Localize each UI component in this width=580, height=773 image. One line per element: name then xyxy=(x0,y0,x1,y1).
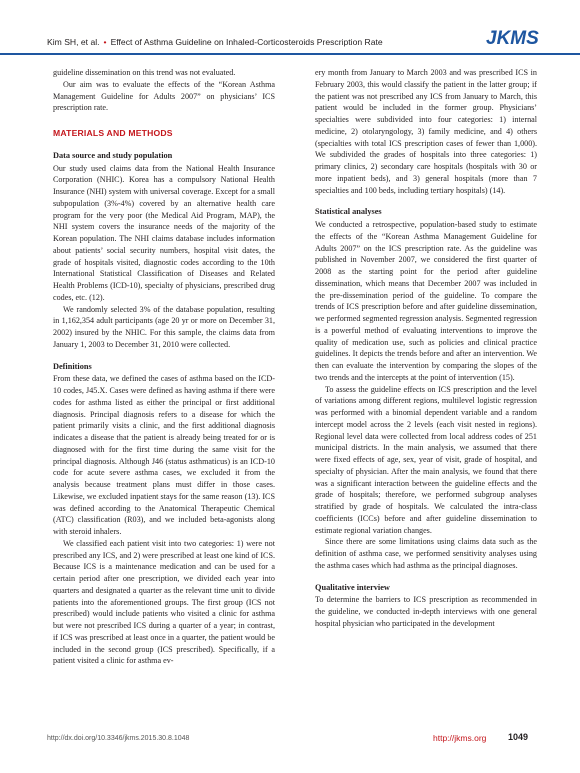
paragraph: We randomly selected 3% of the database population, resulting in 1,162,354 adult participants (age 20 yr or more on December 31, 2002) insured by the NHIC. For this sample, the claims data from January 1, 2003 to December 31, 2010 were collected. xyxy=(53,304,275,349)
doi-link[interactable]: http://dx.doi.org/10.3346/jkms.2015.30.8.1048 xyxy=(47,735,190,742)
page-number: 1049 xyxy=(508,732,529,742)
paragraph: To assess the guideline effects on ICS prescription and the level of variations among different regions, multilevel logistic regression was performed with a binomial dependent variable and a random intercept model across the 2 levels (each visit nested in regions). Regional level data were collected from local address codes of 251 municipal districts. In the main analysis, we assumed that there were fixed effects of age, sex, year of visit, grade of hospital, and specialty of physician. After the main analysis, we found that there was a significant interaction between the guideline effects and the grade of hospitals; therefore, we performed subgroup analyses stratified by grade of hospitals. We calculated the intra-class coefficients (ICCs) before and after guideline dissemination to estimate regional variation changes. xyxy=(315,384,537,535)
paragraph: ery month from January to March 2003 and was prescribed ICS in February 2003, this would classify the patient in the latter group; if the patient was not prescribed any ICS from January to March, this patient would be included in the former group. Physicians’ specialties were subdivided into four categories: 1) internal medicine, 2) otolaryngology, 3) family medicine, and 4) others (specialties with total ICS prescription cases of fewer than 1,000). We subdivided the grades of hospitals into three categories: 1) primary clinics, 2) secondary care hospitals (hospitals with 30 or more inpatient beds), and 3) general hospitals (more than 7 specialties and 100 beds, including tertiary hospitals) (14). xyxy=(315,68,537,195)
page-header xyxy=(0,0,580,58)
running-head-separator: • xyxy=(103,37,107,47)
subsection-heading: Statistical analyses xyxy=(315,207,382,217)
subsection-heading: Qualitative interview xyxy=(315,582,390,592)
right-column xyxy=(315,67,537,630)
running-head xyxy=(47,37,383,47)
running-head-authors: Kim SH, et al. xyxy=(47,37,100,47)
header-rule xyxy=(0,53,580,55)
paragraph: Our aim was to evaluate the effects of the “Korean Asthma Management Guideline for Adults 2007” on physicians’ ICS prescription rate. xyxy=(53,79,275,113)
paragraph: To determine the barriers to ICS prescription as recommended in the guideline, we conducted in-depth interviews with one general hospital physician who participated in the development xyxy=(315,595,537,628)
paragraph: guideline dissemination on this trend was not evaluated. xyxy=(53,68,236,77)
left-column xyxy=(53,67,275,667)
journal-url-link[interactable]: http://jkms.org xyxy=(433,733,487,743)
running-head-title: Effect of Asthma Guideline on Inhaled-Corticosteroids Prescription Rate xyxy=(110,37,383,47)
paragraph: We classified each patient visit into two categories: 1) were not prescribed any ICS, and 2) were prescribed at least one kind of ICS. Because ICS is a maintenance medication and can be used for a certain period after one prescription, we divided each year into quarters and designated a quarter as the relevant time unit to divide patients into the aforementioned groups. The first group (ICS not prescribed) would include patients who visited a clinic for asthma but were not prescribed ICS during a quarter of a year; in contrast, if ICS was prescribed at least once in a quarter, the patient would be included in the second group (ICS prescribed). Specifically, if a patient visited a clinic for asthma ev- xyxy=(53,538,275,666)
paragraph: Our study used claims data from the National Health Insurance Corporation (NHIC). Korea has a compulsory National Health Insurance (NHI) system with universal coverage. Except for a small subpopulation (3%-4%) covered by an alternative health care program for the very poor (the Medical Aid Program, MAP), the NHI system covers the insurance needs of the majority of the Korean population. The NHI claims database includes information about patients’ social security numbers, hospital visit dates, the grade of hospitals visited, diagnostic codes according to the 10th International Statistical Classification of Diseases and Related Health Problems (ICD-10), specialty of physicians, prescribed drug codes, etc. (12). xyxy=(53,163,275,302)
section-title: MATERIALS AND METHODS xyxy=(53,128,173,138)
subsection-heading: Definitions xyxy=(53,361,92,371)
paragraph: We conducted a retrospective, population-based study to estimate the effects of the “Korean Asthma Management Guideline for Adults 2007” on the ICS prescription rate. As the guideline was published in November 2007, we considered the first quarter of 2008 as the starting point for the period after guideline dissemination, which means that December 2007 was included in the pre-dissemination period of the guideline. To compare the trends of ICS prescription before and after guideline dissemination, we performed segmented regression analysis. Segmented regression is a powerful method of evaluating interventions to improve the quality of medication use, such as policies and clinical practice guidelines. It depicts the trends before and after an intervention. We then can evaluate the intervention by comparing the slopes of the two trends and the intercepts at the point of intervention (15). xyxy=(315,220,537,382)
paragraph: Since there are some limitations using claims data such as the definition of asthma case, we performed sensitivity analyses using the asthma cases which had asthma as the principal diagnoses. xyxy=(315,537,537,570)
paragraph: From these data, we defined the cases of asthma based on the ICD-10 codes, J45.X. Cases were defined as having asthma if there were codes for asthma listed as either the principal or first additional diagnosis. Principal diagnosis refers to a disease for which the patient primarily visits a clinic, and the first additional diagnosis indicates a disease that the patient is already being treated for or is diagnosed with for the first time during the same visit for the principal diagnosis. Although J46 (status asthmaticus) is an ICD-10 code for acute severe asthma cases, we excluded it from the analysis because treatment plans must differ in those cases. Likewise, we excluded inpatient stays for the same reason (13). ICS was defined according to the Anatomical Therapeutic Chemical (ATC) classification (R03), and we included beta-agonists along with steroid inhalers. xyxy=(53,374,275,536)
journal-logo: JKMS xyxy=(486,28,539,49)
subsection-heading: Data source and study population xyxy=(53,150,173,160)
